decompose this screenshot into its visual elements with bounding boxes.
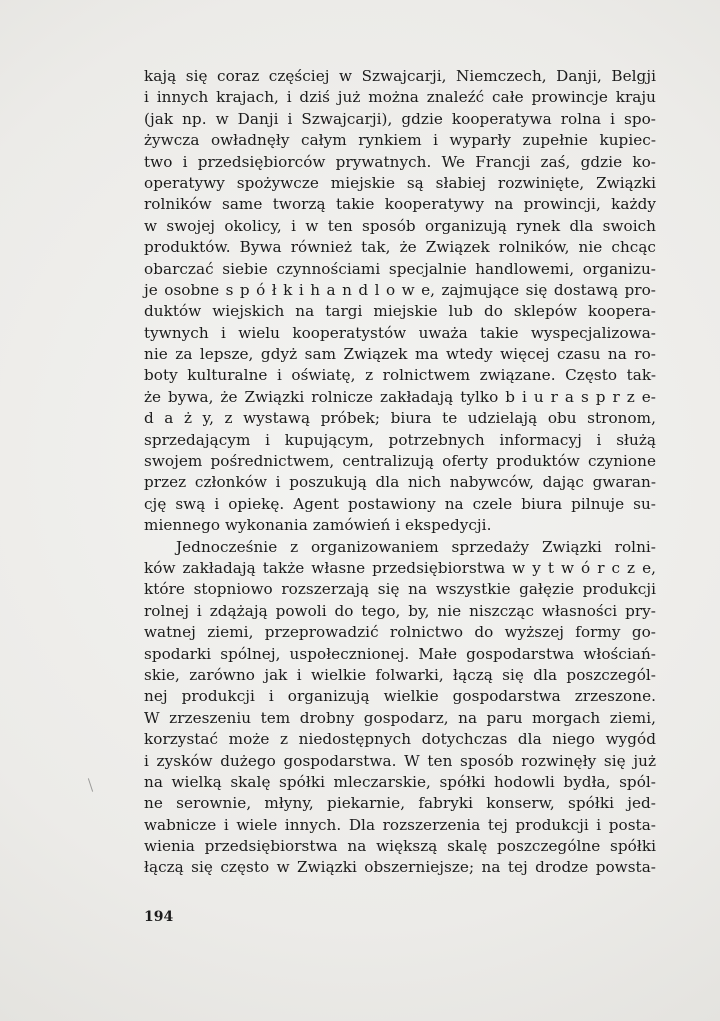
margin-mark <box>88 778 93 792</box>
text-line: w swojej okolicy, i w ten sposób organizują rynek dla swoich <box>144 216 656 235</box>
text-line: d a ż y, z wystawą próbek; biura te udzielają obu stronom, <box>144 409 656 428</box>
text-line: ków zakładają także własne przedsiębiorstwa w y t w ó r c z e, <box>144 558 656 577</box>
text-line: je osobne s p ó ł k i h a n d l o w e, zajmujące się dostawą pro- <box>144 280 656 299</box>
text-line: że bywa, że Związki rolnicze zakładają tylko b i u r a s p r z e- <box>144 387 656 406</box>
text-line: cję swą i opiekę. Agent postawiony na czele biura pilnuje su- <box>144 494 656 513</box>
text-line: operatywy spożywcze miejskie są słabiej rozwinięte, Związki <box>144 173 656 192</box>
text-line: spodarki spólnej, uspołecznionej. Małe gospodarstwa włościań- <box>144 644 656 663</box>
text-line: które stopniowo rozszerzają się na wszystkie gałęzie produkcji <box>144 580 656 599</box>
text-line: boty kulturalne i oświatę, z rolnictwem związane. Często tak- <box>144 366 656 385</box>
text-line: tywnych i wielu kooperatystów uważa takie wyspecjalizowa- <box>144 323 656 342</box>
body-text <box>144 66 656 879</box>
text-line: rolnej i zdążają powoli do tego, by, nie niszcząc własności pry- <box>144 601 656 620</box>
page-number: 194 <box>144 909 174 925</box>
text-line: produktów. Bywa również tak, że Związek rolników, nie chcąc <box>144 238 656 257</box>
text-line: swojem pośrednictwem, centralizują oferty produktów czynione <box>144 452 656 471</box>
text-line: Jednocześnie z organizowaniem sprzedaży Związki rolni- <box>176 537 656 556</box>
text-line: ne serownie, młyny, piekarnie, fabryki konserw, spółki jed- <box>144 794 656 813</box>
text-line: i innych krajach, i dziś już można znaleźć całe prowincje kraju <box>144 88 656 107</box>
text-line: żywcza owładnęły całym rynkiem i wyparły zupełnie kupiec- <box>144 131 656 150</box>
text-line: na wielką skalę spółki mleczarskie, spółki hodowli bydła, spól- <box>144 772 656 791</box>
text-line: wienia przedsiębiorstwa na większą skalę poszczególne spółki <box>144 837 656 856</box>
text-line: łączą się często w Związki obszerniejsze; na tej drodze powsta- <box>144 858 656 877</box>
text-line: W zrzeszeniu tem drobny gospodarz, na paru morgach ziemi, <box>144 708 656 727</box>
text-line: skie, zarówno jak i wielkie folwarki, łączą się dla poszczegól- <box>144 665 656 684</box>
text-line: sprzedającym i kupującym, potrzebnych informacyj i służą <box>144 430 656 449</box>
text-line: duktów wiejskich na targi miejskie lub do sklepów koopera- <box>144 302 656 321</box>
text-line: rolników same tworzą takie kooperatywy na prowincji, każdy <box>144 195 656 214</box>
text-line: i zysków dużego gospodarstwa. W ten sposób rozwinęły się już <box>144 751 656 770</box>
text-line: two i przedsiębiorców prywatnych. We Francji zaś, gdzie ko- <box>144 152 656 171</box>
text-line: miennego wykonania zamówień i ekspedycji. <box>144 516 492 535</box>
text-line: watnej ziemi, przeprowadzić rolnictwo do wyższej formy go- <box>144 623 656 642</box>
text-line: korzystać może z niedostępnych dotychczas dla niego wygód <box>144 730 656 749</box>
text-line: nej produkcji i organizują wielkie gospodarstwa zrzeszone. <box>144 687 656 706</box>
text-line: nie za lepsze, gdyż sam Związek ma wtedy więcej czasu na ro- <box>144 345 656 364</box>
text-line: (jak np. w Danji i Szwajcarji), gdzie kooperatywa rolna i spo- <box>144 109 656 128</box>
text-line: wabnicze i wiele innych. Dla rozszerzenia tej produkcji i posta- <box>144 815 656 834</box>
text-line: kają się coraz częściej w Szwajcarji, Niemczech, Danji, Belgji <box>144 67 656 85</box>
text-line: obarczać siebie czynnościami specjalnie handlowemi, organizu- <box>144 259 656 278</box>
text-line: przez członków i poszukują dla nich nabywców, dając gwaran- <box>144 473 656 492</box>
